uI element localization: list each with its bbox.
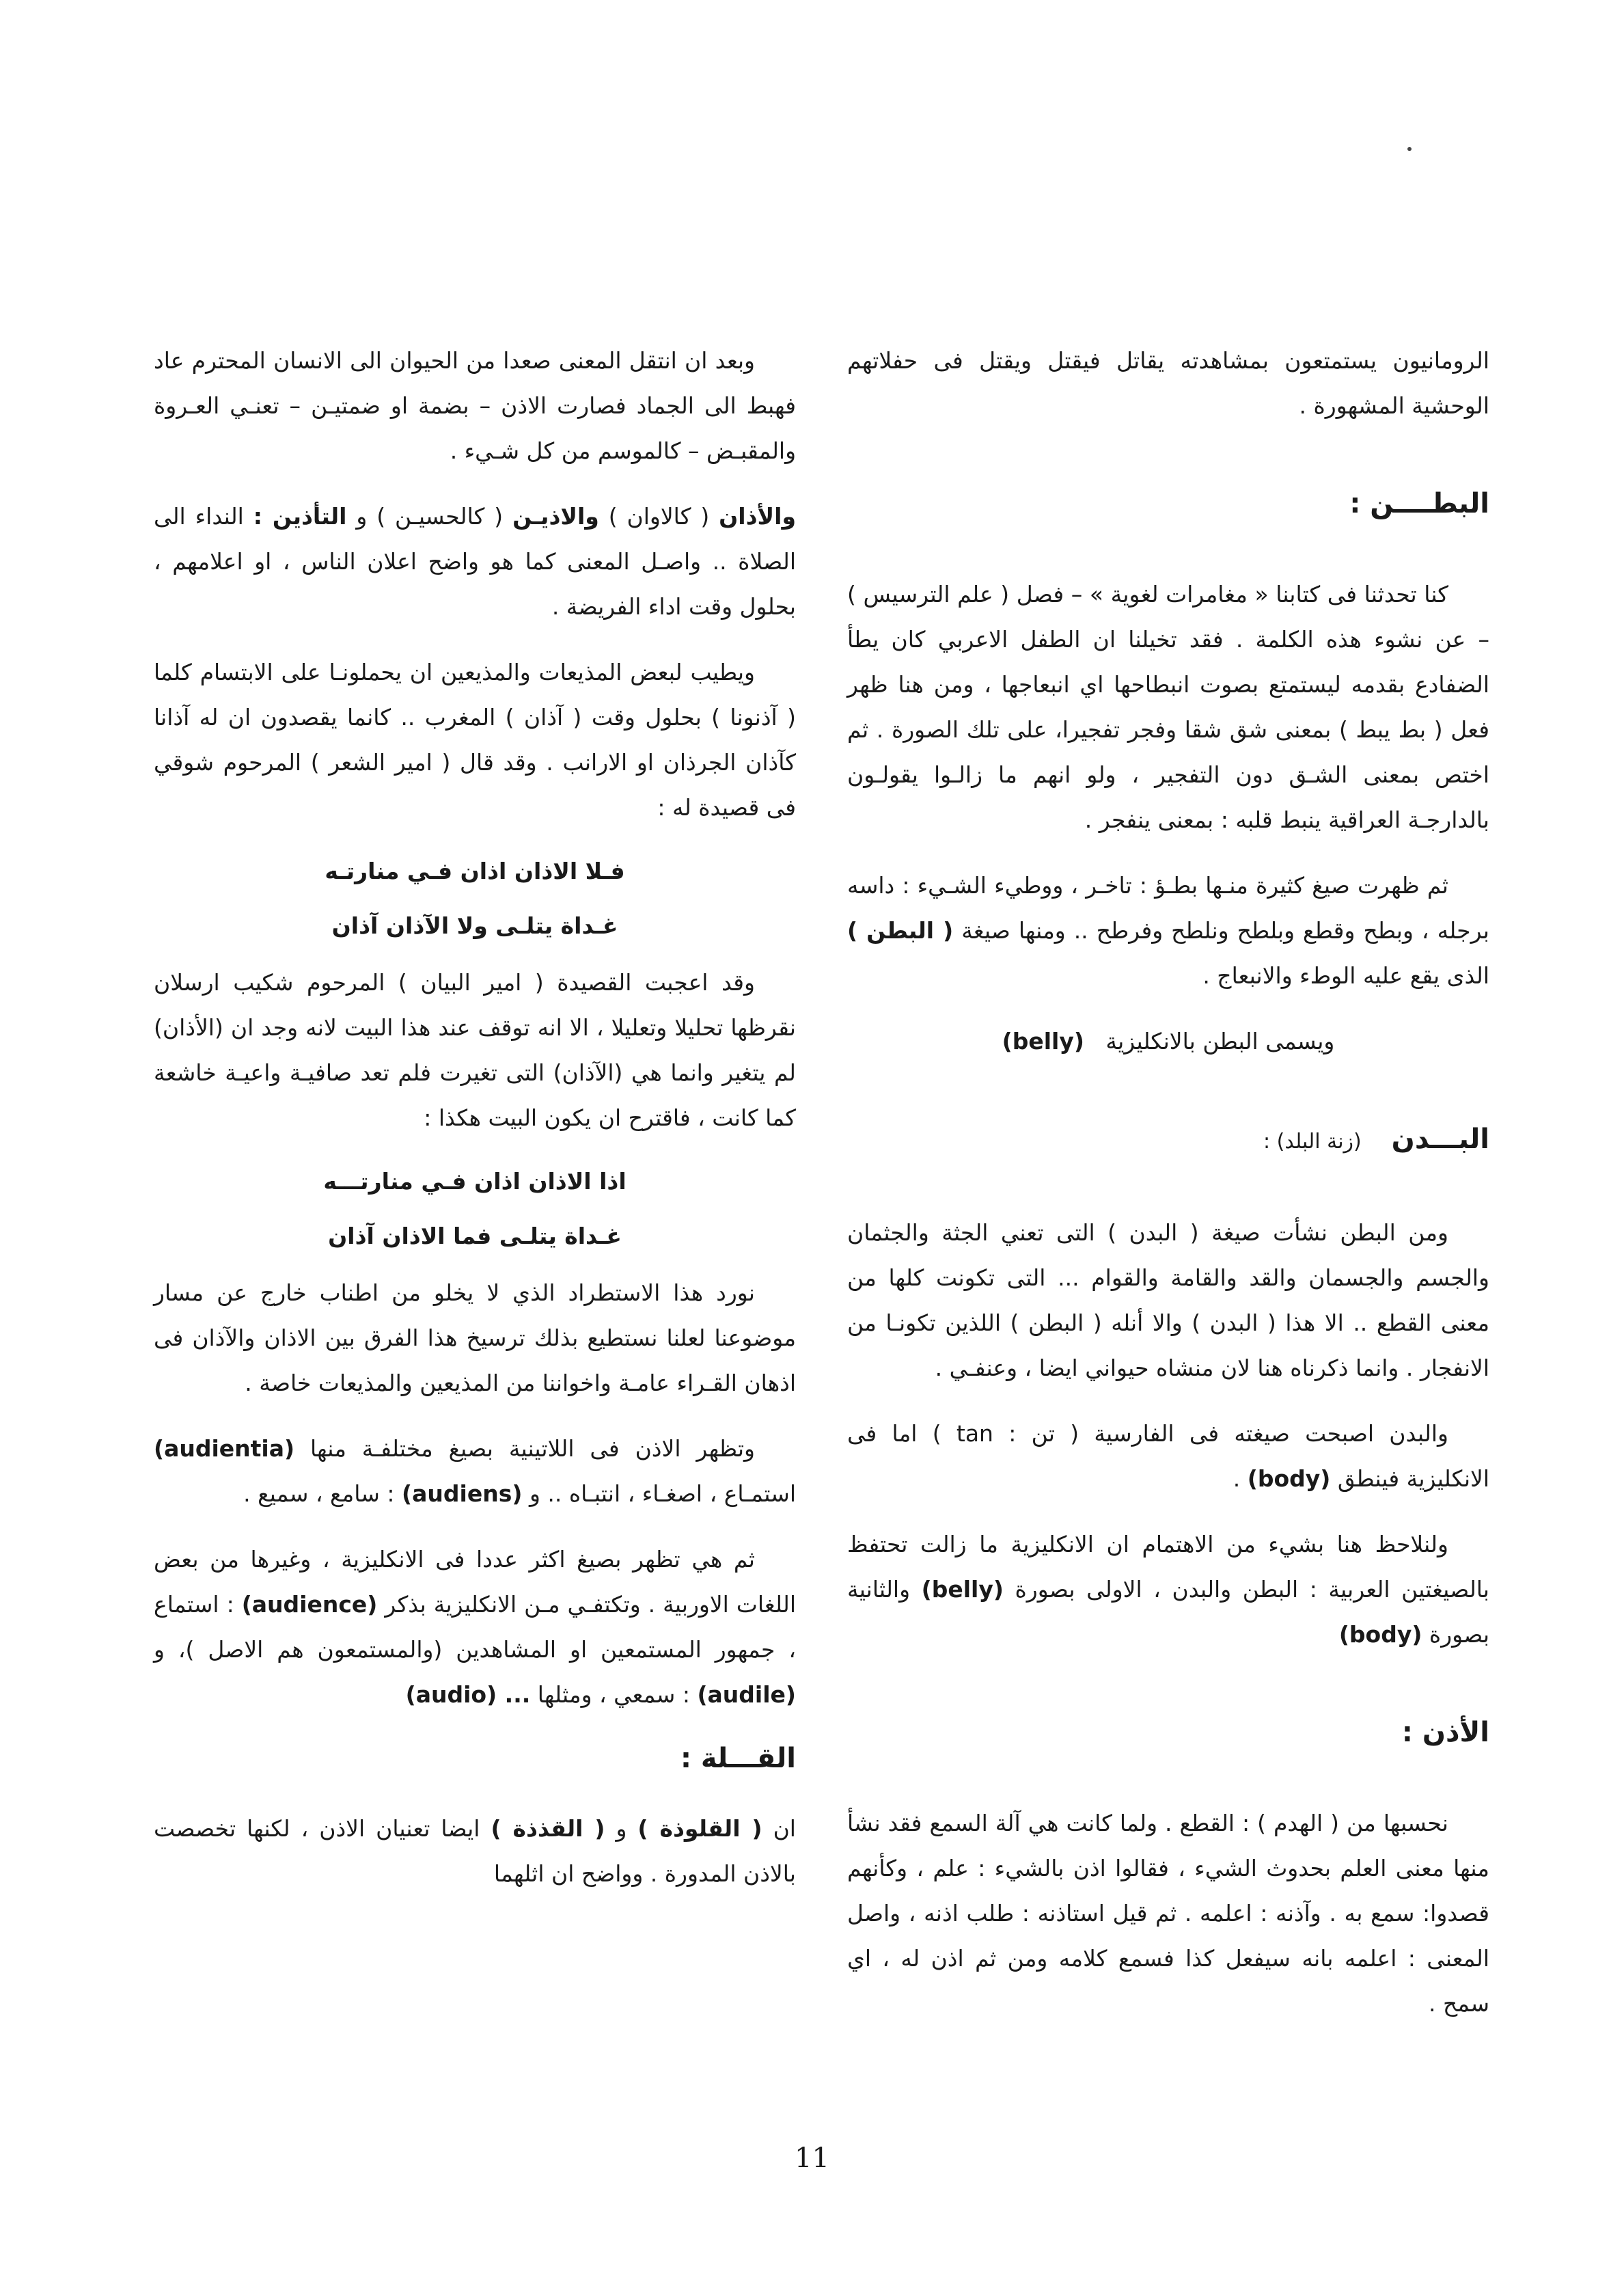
text-run: ان (773, 1815, 796, 1842)
text-run: ولنلاحظ هنا بشيء من الاهتمام ان الانكليزية ما زالت تحتفظ بالصيغتين العربية : البطن والبدن ، الاولى بصورة (847, 1531, 1489, 1603)
text-run: وتظهر الاذن فى اللاتينية بصيغ مختلفـة منها (310, 1435, 755, 1462)
text-run: : استماع ، جمهور المستمعين او المشاهدين (والمستمعون هم الاصل )، و (154, 1591, 796, 1663)
verse-line: فـلا الاذان اذان فـي منارتـه (325, 858, 625, 884)
heading-text: البـــدن (1391, 1124, 1489, 1155)
text-run: : سمعي ، ومثلها (537, 1681, 690, 1708)
paragraph (154, 1426, 796, 1517)
paragraph: والبدن اصبحت صيغته فى الفارسية ( تن : tan ) اما فى الانكليزية فينطق (body) . (847, 1420, 1489, 1492)
bold-term: التأذين : (253, 503, 347, 530)
text-run: ويسمى البطن بالانكليزية (1105, 1028, 1335, 1055)
latin-term: (body) (1338, 1621, 1422, 1648)
text-run: والبدن اصبحت صيغته فى الفارسية ( تن : (1008, 1420, 1448, 1447)
section-heading-badan (847, 1119, 1489, 1163)
page-number: 11 (795, 2143, 829, 2174)
text-run: والثانية بصورة (847, 1576, 1489, 1648)
latin-term: (audiens) (402, 1480, 523, 1507)
text-run: ) اما فى الانكليزية فينطق (847, 1420, 1489, 1492)
text-run: ( كالاوان ) (608, 503, 710, 530)
latin-term: (body) (1247, 1465, 1331, 1492)
section-heading-qalla: القـــلة : (680, 1743, 796, 1774)
latin-term: (audience) (241, 1591, 378, 1618)
latin-term: (audile) (697, 1681, 796, 1708)
scan-speck (1407, 147, 1412, 151)
text-run: ايضا تعنيان الاذن ، لكنها تخصصت بالاذن المدورة . وواضح ان اثلهما (154, 1815, 796, 1887)
paragraph: الرومانيون يستمتعون بمشاهدته يقاتل فيقتل ويقتل فى حفلاتهم الوحشية المشهورة . (847, 347, 1489, 419)
text-run: ثم هي تظهر بصيغ اكثر عددا فى الانكليزية ، وغيرها من بعض اللغات الاوربية . وتكتفـي مـن الانكليزية بذكر (154, 1546, 796, 1618)
verse-line: غـداة يتلـى فما الاذان آذان (328, 1223, 622, 1249)
verse-line: غـداة يتلـى ولا الآذان آذان (331, 912, 618, 939)
bold-term: ( البطن ) (847, 917, 954, 944)
right-column (847, 338, 1489, 2047)
section-heading-batn: البطــــن : (1349, 488, 1489, 519)
paragraph (847, 1019, 1489, 1064)
paragraph: كنا تحدثنا فى كتابنا « مغامرات لغوية » – فصل ( علم الترسيس ) – عن نشوء هذه الكلمة . فقد تخيلنا ان الطفل الاعربي كان يطأ الضفادع بقدمه ليستمتع بصوت انبطاحها اي انبعاجها ، ومن هنا ظهر فعل ( بط يبط ) بمعنى شق شقا وفجر تفجيرا، على تلك الصورة . ثم اختص بمعنى الشـق دون التفجير ، ولو انهم ما زالـوا يقولـون بالدارجـة العراقية ينبط قلبه : بمعنى ينفجر . (847, 581, 1489, 833)
verse-line: اذا الاذان اذان فـي منارتـــه (323, 1168, 627, 1195)
bold-term: ( القلوذة ) (637, 1815, 762, 1842)
paragraph (847, 863, 1489, 998)
text-run: ( كالحسيـن ) و (356, 503, 504, 530)
text-run: : سامع ، سميع . (243, 1480, 395, 1507)
text-run: ثم ظهرت صيغ كثيرة منـها بطـؤ : تاخـر ، ووطيء الشـيء : داسه برجله ، وبطح وقطع وبلطح ونلطح وفرطح .. ومنها صيغة (847, 872, 1489, 944)
latin-term: (audio) ... (405, 1681, 531, 1708)
text-run: استمـاع ، اصغـاء ، انتبـاه .. و (529, 1480, 796, 1507)
paragraph: نحسبها من ( الهدم ) : القطع . ولما كانت هي آلة السمع فقد نشأ منها معنى العلم بحدوث الشيء ، فقالوا اذن بالشيء : علم ، وكأنهم قصدوا: سمع به . وآذنه : اعلمه . ثم قيل استاذنه : طلب اذنه ، واصل المعنى : اعلمه بانه سيفعل كذا فسمع كلامه ومن ثم اذن له ، اي سمح . (847, 1810, 1489, 2017)
text-run: النداء الى الصلاة .. واصـل المعنى كما هو واضح اعلان الناس ، او اعلامهم ، بحلول وقت اداء الفريضة . (154, 503, 796, 620)
latin-term: (belly) (1002, 1028, 1084, 1055)
left-column (154, 338, 796, 1917)
text-run: و (616, 1815, 627, 1842)
bold-term: والاذيـن (512, 503, 599, 530)
paragraph: وبعد ان انتقل المعنى صعدا من الحيوان الى الانسان المحترم عاد فهبط الى الجماد فصارت الاذن – بضمة او ضمتيـن – تعنـي العـروة والمقبـض – كالموسم من كل شـيء . (154, 347, 796, 464)
latin-term: (audientia) (154, 1435, 295, 1462)
paragraph (154, 1806, 796, 1896)
paragraph: وقد اعجبت القصيدة ( امير البيان ) المرحوم شكيب ارسلان نقرظها تحليلا وتعليلا ، الا انه توقف عند هذا البيت لانه وجد ان (الأذان) لم يتغير وانما هي (الآذان) التى تغيرت فلم تعد صافيـة واعيـة خاشعة كما كانت ، فاقترح ان يكون البيت هكذا : (154, 969, 796, 1131)
latin-term: (belly) (921, 1576, 1004, 1603)
text-run: الذى يقع عليه الوطء والانبعاج . (1202, 962, 1489, 989)
bold-term: والأذان (719, 503, 796, 530)
bold-term: ( القذذة ) (491, 1815, 605, 1842)
paragraph (154, 1537, 796, 1717)
paragraph (154, 494, 796, 629)
paragraph (847, 1522, 1489, 1657)
latin-term: tan (956, 1420, 993, 1447)
section-heading-uthn: الأذن : (1401, 1717, 1489, 1748)
heading-note: (زنة البلد) : (1263, 1130, 1362, 1154)
paragraph: ومن البطن نشأت صيغة ( البدن ) التى تعني الجثة والجثمان والجسم والجسمان والقد والقامة والقوام ... التى تكونت كلها من معنى القطع .. الا هذا ( البدن ) والا أنله ( البطن ) اللذين تكونـا من الانفجار . وانما ذكرناه هنا لان منشاه حيواني ايضا ، وعنفـي . (847, 1219, 1489, 1381)
paragraph: ويطيب لبعض المذيعات والمذيعين ان يحملونـا على الابتسام كلما ( آذنونا ) بحلول وقت ( آذان ) المغرب .. كانما يقصدون ان له آذانا كآذان الجرذان او الارانب . وقد قال ( امير الشعر ) المرحوم شوقي فى قصيدة له : (154, 659, 796, 821)
paragraph: نورد هذا الاستطراد الذي لا يخلو من اطناب خارج عن مسار موضوعنا لعلنا نستطيع بذلك ترسيخ هذا الفرق بين الاذان والآذان فى اذهان القـراء عامـة واخواننا من المذيعين والمذيعات خاصة . (154, 1279, 796, 1396)
